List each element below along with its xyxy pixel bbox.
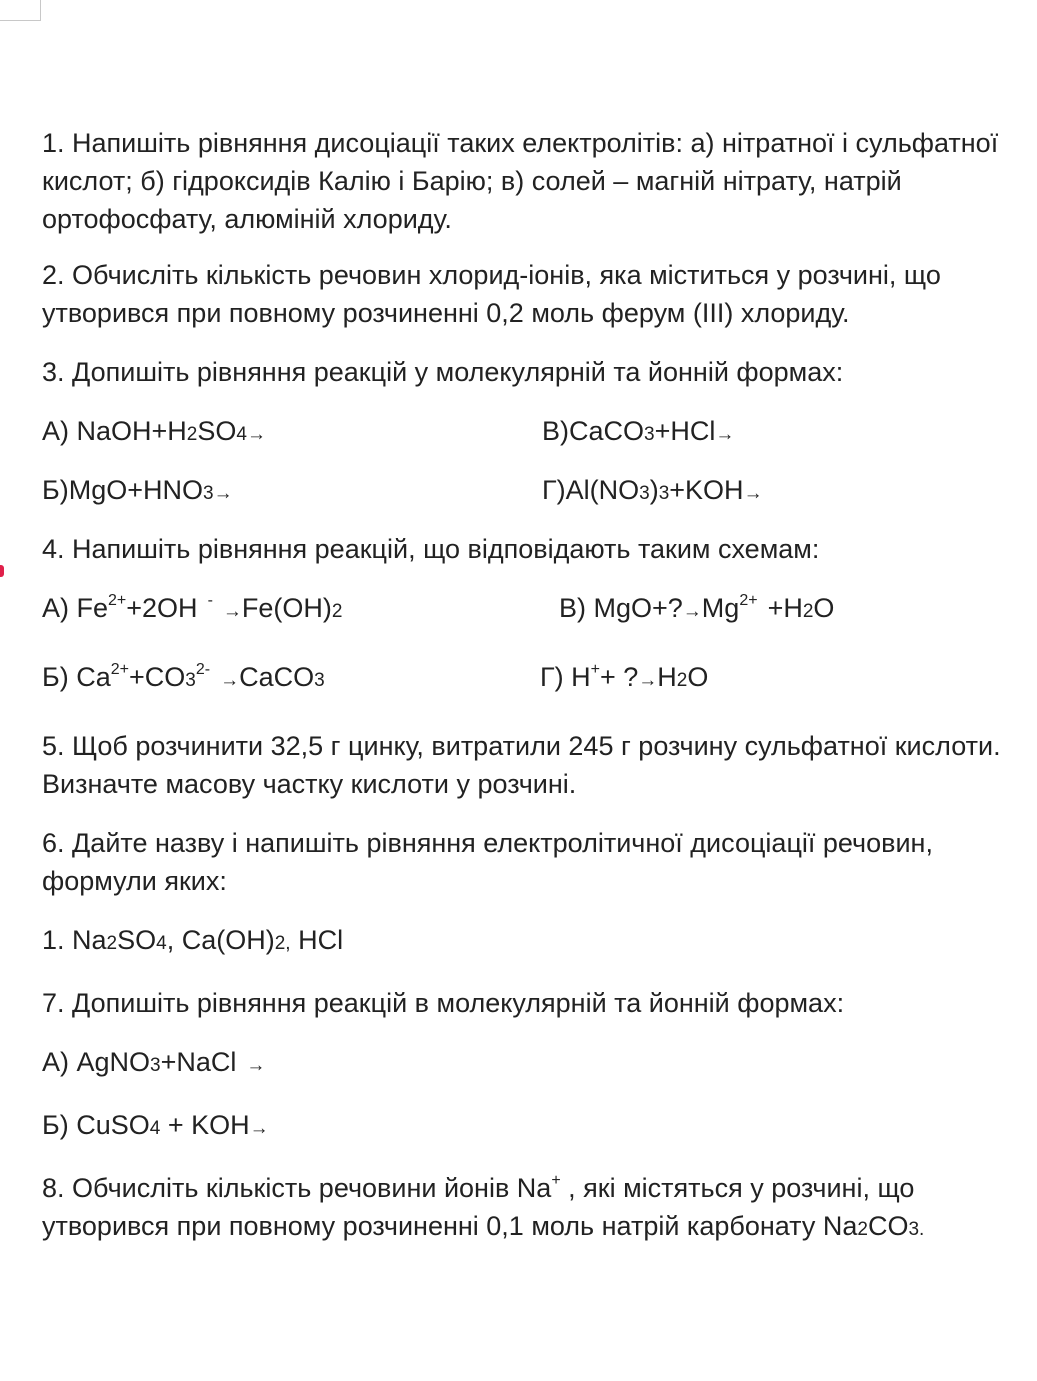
arrow-icon: → xyxy=(682,601,702,622)
q3-equation-b: Б)MgO+HNO3→ xyxy=(42,475,233,505)
q7-equation-a: А) AgNO3+NaCl → xyxy=(42,1047,266,1077)
question-5: 5. Щоб розчинити 32,5 г цинку, витратили 245 г розчину сульфатної кислоти. Визначте масову частку кислоти у розчині. xyxy=(42,731,1001,799)
q4-scheme-b: Б) $Ca^{2+}+CO3^{2-}\to CaCO3$ xyxy=(42,661,325,692)
q6-formulas: 1. Na2SO4, Ca(OH)2, HCl xyxy=(42,925,344,955)
question-7: 7. Допишіть рівняння реакцій в молекулярній та йонній формах: xyxy=(42,988,845,1018)
page-corner-mark xyxy=(0,0,41,21)
arrow-icon: → xyxy=(213,483,233,504)
question-6: 6. Дайте назву і напишіть рівняння електролітичної дисоціації речовин, формули яких: xyxy=(42,828,933,896)
arrow-icon: → xyxy=(220,670,240,691)
question-4: 4. Напишіть рівняння реакцій, що відповідають таким схемам: xyxy=(42,534,820,564)
arrow-icon: → xyxy=(222,601,242,622)
question-3: 3. Допишіть рівняння реакцій у молекулярній та йонній формах: xyxy=(42,357,844,387)
q3-row-2 xyxy=(42,471,1017,509)
arrow-icon: → xyxy=(638,670,658,691)
question-2: 2. Обчисліть кількість речовин хлорид-іонів, яка міститься у розчині, що утворився при повному розчиненні 0,2 моль ферум (III) хлориду. xyxy=(42,260,941,328)
q4-scheme-v: В) $MgO+?\to Mg^{2+} +H2O$ xyxy=(559,592,835,623)
edge-marker xyxy=(0,565,4,577)
question-8: 8. Обчисліть кількість речовини йонів Na+ , які містяться у розчині, що утворився при повному розчиненні 0,1 моль натрій карбонату Na2CO3. xyxy=(42,1172,925,1241)
arrow-icon: → xyxy=(246,1055,266,1076)
question-1: 1. Напишіть рівняння дисоціації таких електролітів: а) нітратної і сульфатної кислот; б) гідроксидів Калію і Барію; в) солей – магній нітрату, натрій ортофосфату, алюміній хлориду. xyxy=(42,128,999,234)
q4-row-1 xyxy=(42,589,1017,631)
q4-scheme-g: Г) H++ ?→H2O xyxy=(540,661,709,692)
q3-equation-g: Г)Al(NO3)3+KOH→ xyxy=(542,475,763,505)
arrow-icon: → xyxy=(743,483,763,504)
document-body xyxy=(42,124,1017,1270)
q7-equation-b: Б) CuSO4 + KOH→ xyxy=(42,1110,269,1140)
arrow-icon: → xyxy=(246,424,266,445)
q4-row-2 xyxy=(42,658,1017,700)
arrow-icon: → xyxy=(249,1118,269,1139)
q3-equation-v: В)CaCO3+HCl→ xyxy=(542,416,735,446)
arrow-icon: → xyxy=(715,424,735,445)
q3-equation-a: А) NaOH+H2SO4→ xyxy=(42,416,266,446)
q3-row-1 xyxy=(42,412,1017,450)
q4-scheme-a: А) $Fe^{2+}+2OH$ -→Fe(OH)2 xyxy=(42,592,343,623)
